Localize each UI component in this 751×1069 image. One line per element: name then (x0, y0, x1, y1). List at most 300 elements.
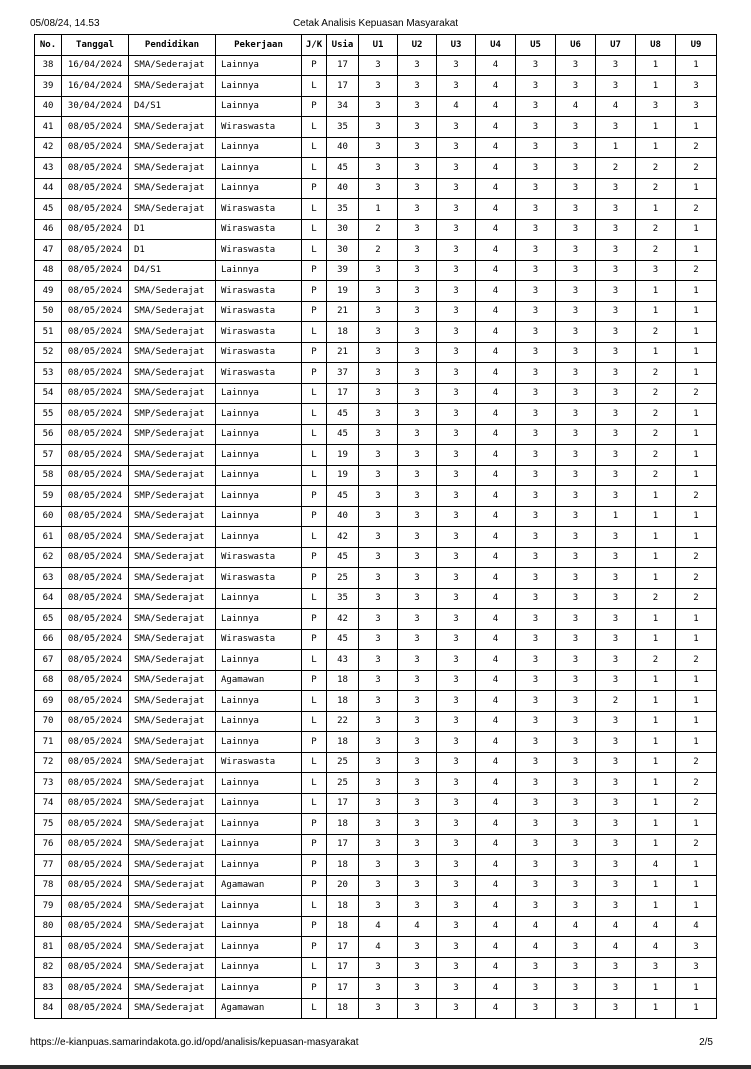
date-cell: 16/04/2024 (62, 76, 129, 97)
table-row (35, 363, 717, 384)
age-cell: 18 (327, 322, 359, 343)
row-number: 67 (35, 650, 62, 671)
table-row (35, 937, 717, 958)
u4-cell: 4 (476, 916, 516, 937)
u5-cell: 3 (516, 178, 556, 199)
occupation-cell: Lainnya (216, 506, 302, 527)
u5-cell: 3 (516, 506, 556, 527)
u4-cell: 4 (476, 158, 516, 179)
date-cell: 08/05/2024 (62, 609, 129, 630)
u5-cell: 3 (516, 793, 556, 814)
u2-cell: 3 (398, 629, 437, 650)
u7-cell: 3 (596, 752, 636, 773)
u3-cell: 3 (437, 219, 476, 240)
education-cell: SMA/Sederajat (129, 117, 216, 138)
column-header: Usia (327, 35, 359, 56)
table-row (35, 240, 717, 261)
u6-cell: 3 (556, 506, 596, 527)
table-row (35, 404, 717, 425)
gender-cell: P (302, 301, 327, 322)
u1-cell: 3 (359, 178, 398, 199)
u8-cell: 2 (636, 445, 676, 466)
education-cell: D1 (129, 240, 216, 261)
u7-cell: 3 (596, 814, 636, 835)
row-number: 76 (35, 834, 62, 855)
u1-cell: 2 (359, 240, 398, 261)
table-row (35, 137, 717, 158)
date-cell: 08/05/2024 (62, 260, 129, 281)
occupation-cell: Lainnya (216, 609, 302, 630)
u1-cell: 3 (359, 383, 398, 404)
u1-cell: 3 (359, 363, 398, 384)
u2-cell: 3 (398, 424, 437, 445)
u8-cell: 1 (636, 76, 676, 97)
occupation-cell: Wiraswasta (216, 322, 302, 343)
u7-cell: 3 (596, 629, 636, 650)
table-row (35, 342, 717, 363)
date-cell: 08/05/2024 (62, 650, 129, 671)
u6-cell: 3 (556, 978, 596, 999)
u4-cell: 4 (476, 486, 516, 507)
table-row (35, 916, 717, 937)
u5-cell: 3 (516, 240, 556, 261)
u7-cell: 2 (596, 158, 636, 179)
u3-cell: 3 (437, 137, 476, 158)
table-row (35, 178, 717, 199)
u3-cell: 3 (437, 896, 476, 917)
u8-cell: 2 (636, 383, 676, 404)
u9-cell: 1 (676, 506, 717, 527)
education-cell: SMA/Sederajat (129, 896, 216, 917)
u9-cell: 2 (676, 260, 717, 281)
occupation-cell: Lainnya (216, 711, 302, 732)
u1-cell: 3 (359, 322, 398, 343)
u7-cell: 3 (596, 609, 636, 630)
education-cell: SMA/Sederajat (129, 281, 216, 302)
u2-cell: 3 (398, 527, 437, 548)
u8-cell: 1 (636, 301, 676, 322)
row-number: 61 (35, 527, 62, 548)
u6-cell: 3 (556, 486, 596, 507)
education-cell: SMA/Sederajat (129, 547, 216, 568)
u6-cell: 3 (556, 322, 596, 343)
u2-cell: 3 (398, 957, 437, 978)
u3-cell: 3 (437, 55, 476, 76)
occupation-cell: Wiraswasta (216, 363, 302, 384)
gender-cell: P (302, 732, 327, 753)
u1-cell: 3 (359, 629, 398, 650)
u8-cell: 2 (636, 588, 676, 609)
u1-cell: 3 (359, 773, 398, 794)
u9-cell: 1 (676, 178, 717, 199)
age-cell: 40 (327, 137, 359, 158)
u4-cell: 4 (476, 342, 516, 363)
table-row (35, 117, 717, 138)
column-header: U6 (556, 35, 596, 56)
u8-cell: 1 (636, 793, 676, 814)
u1-cell: 3 (359, 260, 398, 281)
u9-cell: 1 (676, 896, 717, 917)
date-cell: 08/05/2024 (62, 896, 129, 917)
occupation-cell: Wiraswasta (216, 629, 302, 650)
u6-cell: 3 (556, 732, 596, 753)
u2-cell: 4 (398, 916, 437, 937)
date-cell: 08/05/2024 (62, 793, 129, 814)
row-number: 53 (35, 363, 62, 384)
u1-cell: 3 (359, 527, 398, 548)
u6-cell: 3 (556, 937, 596, 958)
u2-cell: 3 (398, 178, 437, 199)
u5-cell: 3 (516, 486, 556, 507)
u7-cell: 3 (596, 547, 636, 568)
u7-cell: 3 (596, 199, 636, 220)
date-cell: 08/05/2024 (62, 240, 129, 261)
u7-cell: 3 (596, 568, 636, 589)
u3-cell: 3 (437, 937, 476, 958)
date-cell: 08/05/2024 (62, 916, 129, 937)
gender-cell: L (302, 793, 327, 814)
row-number: 74 (35, 793, 62, 814)
row-number: 40 (35, 96, 62, 117)
u3-cell: 3 (437, 916, 476, 937)
u8-cell: 2 (636, 465, 676, 486)
row-number: 46 (35, 219, 62, 240)
u9-cell: 2 (676, 793, 717, 814)
occupation-cell: Lainnya (216, 978, 302, 999)
date-cell: 08/05/2024 (62, 506, 129, 527)
u5-cell: 3 (516, 691, 556, 712)
u6-cell: 3 (556, 568, 596, 589)
date-cell: 08/05/2024 (62, 219, 129, 240)
u6-cell: 3 (556, 629, 596, 650)
age-cell: 45 (327, 158, 359, 179)
u1-cell: 3 (359, 158, 398, 179)
date-cell: 08/05/2024 (62, 691, 129, 712)
table-row (35, 855, 717, 876)
u2-cell: 3 (398, 978, 437, 999)
page-footer (30, 1037, 721, 1051)
u8-cell: 2 (636, 650, 676, 671)
u4-cell: 4 (476, 301, 516, 322)
gender-cell: P (302, 178, 327, 199)
education-cell: SMA/Sederajat (129, 55, 216, 76)
occupation-cell: Lainnya (216, 445, 302, 466)
u2-cell: 3 (398, 875, 437, 896)
u8-cell: 1 (636, 834, 676, 855)
u2-cell: 3 (398, 793, 437, 814)
occupation-cell: Lainnya (216, 424, 302, 445)
u9-cell: 4 (676, 916, 717, 937)
occupation-cell: Lainnya (216, 383, 302, 404)
u6-cell: 3 (556, 383, 596, 404)
u9-cell: 2 (676, 588, 717, 609)
u6-cell: 3 (556, 424, 596, 445)
u8-cell: 1 (636, 117, 676, 138)
gender-cell: L (302, 957, 327, 978)
u5-cell: 3 (516, 855, 556, 876)
occupation-cell: Wiraswasta (216, 301, 302, 322)
u5-cell: 3 (516, 281, 556, 302)
u6-cell: 3 (556, 527, 596, 548)
row-number: 48 (35, 260, 62, 281)
u9-cell: 1 (676, 301, 717, 322)
u3-cell: 3 (437, 527, 476, 548)
u3-cell: 3 (437, 588, 476, 609)
u8-cell: 2 (636, 178, 676, 199)
u3-cell: 3 (437, 773, 476, 794)
row-number: 79 (35, 896, 62, 917)
u4-cell: 4 (476, 998, 516, 1019)
u5-cell: 4 (516, 916, 556, 937)
row-number: 50 (35, 301, 62, 322)
u7-cell: 2 (596, 691, 636, 712)
column-header: No. (35, 35, 62, 56)
age-cell: 17 (327, 978, 359, 999)
u9-cell: 1 (676, 404, 717, 425)
u6-cell: 3 (556, 896, 596, 917)
age-cell: 42 (327, 527, 359, 548)
date-cell: 08/05/2024 (62, 301, 129, 322)
u1-cell: 3 (359, 896, 398, 917)
u3-cell: 3 (437, 978, 476, 999)
u5-cell: 3 (516, 117, 556, 138)
u9-cell: 1 (676, 219, 717, 240)
row-number: 42 (35, 137, 62, 158)
u4-cell: 4 (476, 957, 516, 978)
u3-cell: 3 (437, 465, 476, 486)
date-cell: 08/05/2024 (62, 465, 129, 486)
education-cell: SMA/Sederajat (129, 137, 216, 158)
u3-cell: 3 (437, 793, 476, 814)
education-cell: SMA/Sederajat (129, 609, 216, 630)
date-cell: 08/05/2024 (62, 117, 129, 138)
u5-cell: 3 (516, 834, 556, 855)
u3-cell: 3 (437, 240, 476, 261)
gender-cell: L (302, 76, 327, 97)
u8-cell: 1 (636, 506, 676, 527)
u7-cell: 3 (596, 76, 636, 97)
u6-cell: 3 (556, 240, 596, 261)
u9-cell: 1 (676, 814, 717, 835)
u1-cell: 3 (359, 506, 398, 527)
table-row (35, 527, 717, 548)
u2-cell: 3 (398, 855, 437, 876)
u4-cell: 4 (476, 178, 516, 199)
u8-cell: 1 (636, 547, 676, 568)
u6-cell: 3 (556, 76, 596, 97)
u9-cell: 1 (676, 322, 717, 343)
u5-cell: 3 (516, 650, 556, 671)
u2-cell: 3 (398, 732, 437, 753)
u3-cell: 3 (437, 629, 476, 650)
education-cell: SMA/Sederajat (129, 629, 216, 650)
occupation-cell: Lainnya (216, 650, 302, 671)
u4-cell: 4 (476, 240, 516, 261)
education-cell: SMA/Sederajat (129, 527, 216, 548)
row-number: 45 (35, 199, 62, 220)
u6-cell: 3 (556, 281, 596, 302)
education-cell: SMA/Sederajat (129, 465, 216, 486)
gender-cell: P (302, 342, 327, 363)
age-cell: 45 (327, 547, 359, 568)
u4-cell: 4 (476, 445, 516, 466)
u5-cell: 4 (516, 937, 556, 958)
age-cell: 25 (327, 773, 359, 794)
row-number: 69 (35, 691, 62, 712)
u7-cell: 3 (596, 896, 636, 917)
gender-cell: P (302, 363, 327, 384)
date-cell: 08/05/2024 (62, 978, 129, 999)
date-cell: 08/05/2024 (62, 383, 129, 404)
u6-cell: 3 (556, 609, 596, 630)
u6-cell: 3 (556, 219, 596, 240)
gender-cell: P (302, 855, 327, 876)
u4-cell: 4 (476, 363, 516, 384)
u7-cell: 3 (596, 588, 636, 609)
u5-cell: 3 (516, 588, 556, 609)
row-number: 82 (35, 957, 62, 978)
page-url: https://e-kianpuas.samarindakota.go.id/opd/analisis/kepuasan-masyarakat (30, 1037, 359, 1048)
occupation-cell: Lainnya (216, 937, 302, 958)
gender-cell: L (302, 445, 327, 466)
u3-cell: 3 (437, 814, 476, 835)
u8-cell: 3 (636, 957, 676, 978)
u3-cell: 3 (437, 199, 476, 220)
gender-cell: L (302, 527, 327, 548)
u7-cell: 3 (596, 240, 636, 261)
u7-cell: 3 (596, 875, 636, 896)
table-row (35, 281, 717, 302)
table-row (35, 199, 717, 220)
u9-cell: 2 (676, 158, 717, 179)
u6-cell: 3 (556, 670, 596, 691)
u6-cell: 3 (556, 178, 596, 199)
table-row (35, 547, 717, 568)
u3-cell: 4 (437, 96, 476, 117)
table-row (35, 301, 717, 322)
gender-cell: P (302, 978, 327, 999)
u8-cell: 1 (636, 629, 676, 650)
u5-cell: 3 (516, 76, 556, 97)
table-row (35, 773, 717, 794)
date-cell: 08/05/2024 (62, 752, 129, 773)
education-cell: SMA/Sederajat (129, 978, 216, 999)
u4-cell: 4 (476, 629, 516, 650)
gender-cell: L (302, 158, 327, 179)
occupation-cell: Lainnya (216, 957, 302, 978)
u1-cell: 4 (359, 916, 398, 937)
u9-cell: 3 (676, 937, 717, 958)
date-cell: 08/05/2024 (62, 342, 129, 363)
age-cell: 21 (327, 301, 359, 322)
u5-cell: 3 (516, 137, 556, 158)
u5-cell: 3 (516, 732, 556, 753)
u4-cell: 4 (476, 96, 516, 117)
u8-cell: 1 (636, 609, 676, 630)
occupation-cell: Lainnya (216, 773, 302, 794)
age-cell: 30 (327, 240, 359, 261)
u8-cell: 2 (636, 363, 676, 384)
u5-cell: 3 (516, 260, 556, 281)
u3-cell: 3 (437, 281, 476, 302)
u5-cell: 3 (516, 383, 556, 404)
date-cell: 08/05/2024 (62, 711, 129, 732)
u2-cell: 3 (398, 465, 437, 486)
age-cell: 37 (327, 363, 359, 384)
u1-cell: 3 (359, 793, 398, 814)
u7-cell: 3 (596, 670, 636, 691)
gender-cell: P (302, 814, 327, 835)
u9-cell: 1 (676, 691, 717, 712)
occupation-cell: Wiraswasta (216, 199, 302, 220)
occupation-cell: Lainnya (216, 855, 302, 876)
occupation-cell: Lainnya (216, 814, 302, 835)
occupation-cell: Agamawan (216, 670, 302, 691)
u6-cell: 3 (556, 875, 596, 896)
row-number: 75 (35, 814, 62, 835)
gender-cell: L (302, 998, 327, 1019)
table-row (35, 711, 717, 732)
u2-cell: 3 (398, 670, 437, 691)
u7-cell: 3 (596, 834, 636, 855)
u5-cell: 3 (516, 96, 556, 117)
u5-cell: 3 (516, 814, 556, 835)
education-cell: SMA/Sederajat (129, 814, 216, 835)
u9-cell: 1 (676, 527, 717, 548)
u9-cell: 1 (676, 342, 717, 363)
u7-cell: 3 (596, 957, 636, 978)
u4-cell: 4 (476, 117, 516, 138)
age-cell: 39 (327, 260, 359, 281)
row-number: 64 (35, 588, 62, 609)
gender-cell: P (302, 486, 327, 507)
u8-cell: 3 (636, 260, 676, 281)
gender-cell: P (302, 260, 327, 281)
u8-cell: 1 (636, 137, 676, 158)
u1-cell: 3 (359, 117, 398, 138)
u1-cell: 3 (359, 568, 398, 589)
table-row (35, 609, 717, 630)
table-row (35, 568, 717, 589)
age-cell: 30 (327, 219, 359, 240)
education-cell: SMA/Sederajat (129, 199, 216, 220)
u3-cell: 3 (437, 547, 476, 568)
table-row (35, 978, 717, 999)
u8-cell: 4 (636, 937, 676, 958)
education-cell: SMA/Sederajat (129, 588, 216, 609)
u6-cell: 3 (556, 445, 596, 466)
education-cell: SMA/Sederajat (129, 506, 216, 527)
occupation-cell: Wiraswasta (216, 219, 302, 240)
age-cell: 17 (327, 55, 359, 76)
u1-cell: 3 (359, 650, 398, 671)
u9-cell: 1 (676, 670, 717, 691)
row-number: 80 (35, 916, 62, 937)
age-cell: 17 (327, 793, 359, 814)
u2-cell: 3 (398, 506, 437, 527)
occupation-cell: Lainnya (216, 55, 302, 76)
occupation-cell: Lainnya (216, 834, 302, 855)
u1-cell: 3 (359, 96, 398, 117)
u5-cell: 3 (516, 527, 556, 548)
u5-cell: 3 (516, 465, 556, 486)
u5-cell: 3 (516, 424, 556, 445)
u9-cell: 1 (676, 281, 717, 302)
date-cell: 08/05/2024 (62, 814, 129, 835)
u4-cell: 4 (476, 55, 516, 76)
u2-cell: 3 (398, 998, 437, 1019)
u9-cell: 2 (676, 547, 717, 568)
